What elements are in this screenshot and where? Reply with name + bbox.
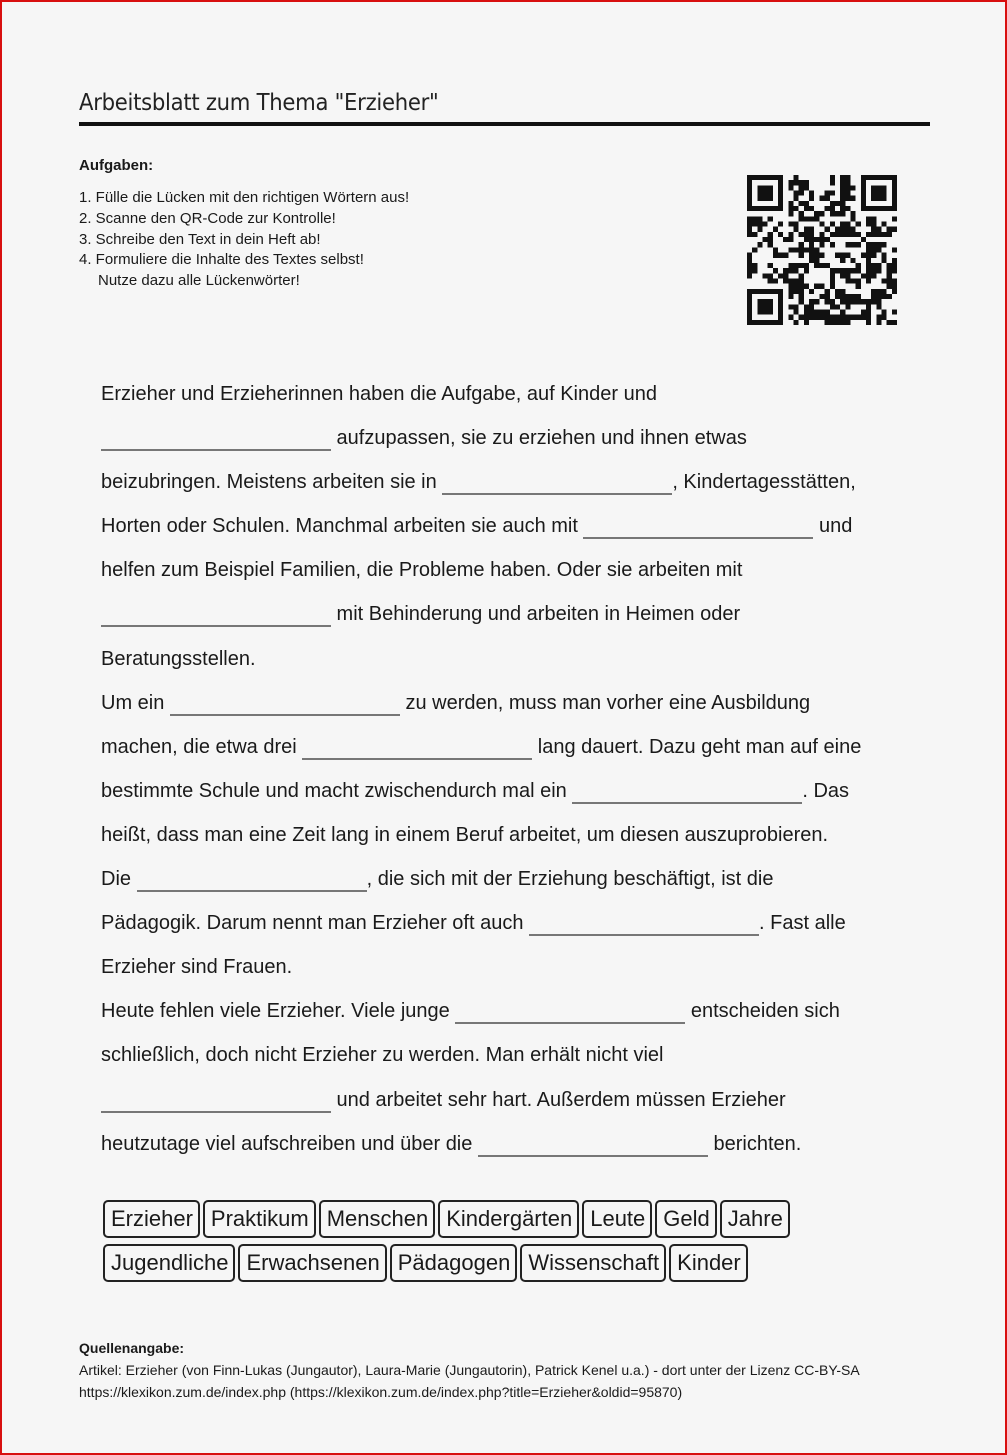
word-chip[interactable]: Menschen xyxy=(319,1200,436,1238)
text-line xyxy=(101,1122,921,1166)
blank-gap[interactable] xyxy=(442,471,672,495)
text-segment: Erzieher und Erzieherinnen haben die Aufgabe, auf Kinder und xyxy=(101,383,657,405)
text-segment: . Fast alle xyxy=(759,912,846,935)
task-item: 1. Fülle die Lücken mit den richtigen Wörtern aus! xyxy=(79,189,410,206)
text-segment: entscheiden sich xyxy=(685,1000,840,1023)
word-chip[interactable]: Erzieher xyxy=(103,1200,200,1238)
task-list xyxy=(79,188,409,292)
word-chip[interactable]: Kindergärten xyxy=(438,1200,579,1238)
word-bank xyxy=(103,1200,923,1288)
text-line xyxy=(101,1033,921,1077)
tasks-heading: Aufgaben: xyxy=(79,157,154,174)
text-segment: heißt, dass man eine Zeit lang in einem Beruf arbeitet, um diesen auszuprobieren. xyxy=(101,823,829,846)
text-line xyxy=(101,460,921,504)
word-bank-row xyxy=(103,1244,923,1288)
task-item: 2. Scanne den QR-Code zur Kontrolle! xyxy=(79,209,336,227)
word-bank-row xyxy=(103,1200,923,1244)
blank-gap[interactable] xyxy=(583,515,813,539)
text-segment: Heute fehlen viele Erzieher. Viele junge xyxy=(101,1000,456,1023)
text-segment: Erzieher sind Frauen. xyxy=(101,956,293,979)
task-item-continuation: Nutze dazu alle Lückenwörter! xyxy=(98,272,300,290)
text-segment: beizubringen. Meistens arbeiten sie in xyxy=(101,471,443,494)
text-segment: machen, die etwa drei xyxy=(101,735,303,758)
blank-gap[interactable] xyxy=(529,912,759,936)
text-line xyxy=(101,989,921,1033)
text-segment: lang dauert. Dazu geht man auf eine xyxy=(532,735,862,758)
qr-code-icon[interactable] xyxy=(747,173,897,327)
page-title: Arbeitsblatt zum Thema "Erzieher" xyxy=(79,90,439,116)
blank-gap[interactable] xyxy=(478,1133,708,1157)
text-segment: , Kindertagesstätten, xyxy=(672,471,856,494)
blank-gap[interactable] xyxy=(101,603,331,627)
text-segment: helfen zum Beispiel Familien, die Probleme haben. Oder sie arbeiten mit xyxy=(101,559,743,582)
blank-gap[interactable] xyxy=(101,1089,331,1113)
text-line xyxy=(101,416,921,460)
word-chip[interactable]: Praktikum xyxy=(203,1200,316,1238)
text-segment: schließlich, doch nicht Erzieher zu werden. Man erhält nicht viel xyxy=(101,1044,664,1067)
text-line xyxy=(101,901,921,945)
source-heading: Quellenangabe: xyxy=(79,1340,185,1356)
text-segment: Horten oder Schulen. Manchmal arbeiten sie auch mit xyxy=(101,515,584,538)
text-line xyxy=(101,372,921,416)
text-line xyxy=(101,857,921,901)
title-underline xyxy=(79,122,930,126)
text-segment: bestimmte Schule und macht zwischendurch mal ein xyxy=(101,779,573,802)
text-segment: und xyxy=(813,515,853,538)
text-line xyxy=(101,637,921,681)
blank-gap[interactable] xyxy=(455,1000,685,1024)
text-line xyxy=(101,681,921,725)
blank-gap[interactable] xyxy=(137,868,367,892)
word-chip[interactable]: Leute xyxy=(582,1200,652,1238)
text-segment: heutzutage viel aufschreiben und über die xyxy=(101,1132,478,1155)
blank-gap[interactable] xyxy=(572,780,802,804)
blank-gap[interactable] xyxy=(101,427,331,451)
text-line xyxy=(101,504,921,548)
task-item: 3. Schreibe den Text in dein Heft ab! xyxy=(79,230,321,248)
word-chip[interactable]: Kinder xyxy=(669,1244,748,1282)
text-segment: Die xyxy=(101,868,137,891)
word-chip[interactable]: Jugendliche xyxy=(103,1244,235,1282)
text-line xyxy=(101,945,921,989)
word-chip[interactable]: Wissenschaft xyxy=(520,1244,666,1282)
blank-gap[interactable] xyxy=(302,736,532,760)
text-line xyxy=(101,725,921,769)
text-segment: mit Behinderung und arbeiten in Heimen oder xyxy=(331,603,741,626)
text-line xyxy=(101,813,921,857)
source-citation: Artikel: Erzieher (von Finn-Lukas (Jungautor), Laura-Marie (Jungautorin), Patrick Kenel u.a.) - dort unter der Lizenz CC-BY-SA xyxy=(79,1362,860,1378)
word-chip[interactable]: Jahre xyxy=(720,1200,790,1238)
text-line xyxy=(101,592,921,636)
text-segment: Um ein xyxy=(101,691,170,714)
text-line xyxy=(101,548,921,592)
text-segment: , die sich mit der Erziehung beschäftigt, ist die xyxy=(366,868,774,891)
text-segment: . Das xyxy=(802,779,850,802)
word-chip[interactable]: Erwachsenen xyxy=(238,1244,386,1282)
word-chip[interactable]: Pädagogen xyxy=(390,1244,518,1282)
word-chip[interactable]: Geld xyxy=(655,1200,716,1238)
text-segment: berichten. xyxy=(707,1132,802,1155)
text-segment: zu werden, muss man vorher eine Ausbildung xyxy=(399,691,811,714)
text-segment: aufzupassen, sie zu erziehen und ihnen etwas xyxy=(331,427,747,450)
source-url: https://klexikon.zum.de/index.php (https://klexikon.zum.de/index.php?title=Erzieher&oldid=95870) xyxy=(79,1384,683,1400)
task-item: 4. Formuliere die Inhalte des Textes selbst! xyxy=(79,251,364,269)
cloze-text xyxy=(101,372,921,1166)
blank-gap[interactable] xyxy=(170,692,400,716)
text-line xyxy=(101,769,921,813)
text-segment: Pädagogik. Darum nennt man Erzieher oft auch xyxy=(101,912,530,935)
text-segment: und arbeitet sehr hart. Außerdem müssen Erzieher xyxy=(331,1088,786,1111)
text-line xyxy=(101,1078,921,1122)
text-segment: Beratungsstellen. xyxy=(101,647,256,670)
